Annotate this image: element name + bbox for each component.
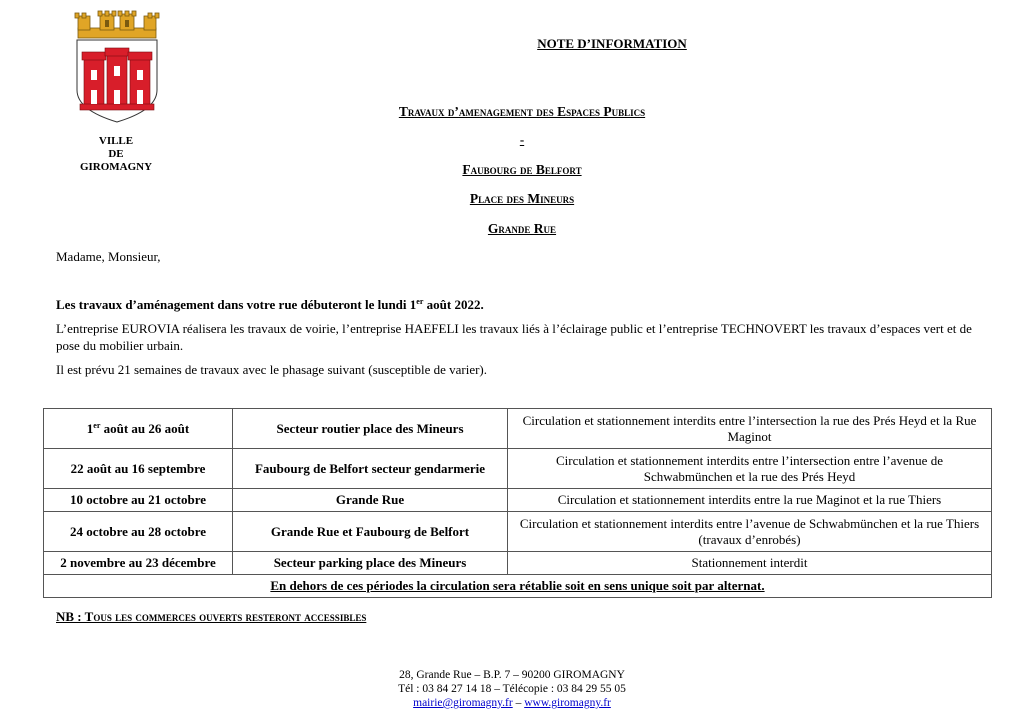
phase-restriction: Stationnement interdit — [508, 552, 992, 575]
phase-dates: 2 novembre au 23 décembre — [44, 552, 233, 575]
phase-dates: 10 octobre au 21 octobre — [44, 489, 233, 512]
footer-separator: – — [512, 697, 525, 709]
duration-paragraph: Il est prévu 21 semaines de travaux avec le phasage suivant (susceptible de varier). — [56, 362, 487, 377]
contractors-paragraph: L’entreprise EUROVIA réalisera les travaux de voirie, l’entreprise HAEFELI les travaux liés à l’éclairage public et l’entreprise TECHNOVERT les travaux d’espaces vert et de pose du mobilier urbain. — [56, 321, 972, 353]
lead-text: Les travaux d’aménagement dans votre rue débuteront le lundi 1 — [56, 297, 417, 312]
town-line: GIROMAGNY — [79, 161, 153, 173]
phase-restriction: Circulation et stationnement interdits entre l’avenue de Schwabmünchen et la rue Thiers (travaux d’enrobés) — [508, 512, 992, 552]
table-row — [44, 575, 992, 598]
phase-dates: 22 août au 16 septembre — [44, 449, 233, 489]
footer — [0, 668, 1024, 710]
table-row — [44, 449, 992, 489]
phase-sector: Grande Rue — [233, 489, 508, 512]
footer-links — [0, 696, 1024, 710]
phase-restriction: Circulation et stationnement interdits entre la rue Maginot et la rue Thiers — [508, 489, 992, 512]
note-title: NOTE D’INFORMATION — [537, 36, 687, 51]
footer-phone: Tél : 03 84 27 14 18 – Télécopie : 03 84 29 55 05 — [398, 683, 626, 695]
email-link[interactable]: mairie@giromagny.fr — [413, 697, 513, 709]
phasing-table — [43, 408, 992, 598]
title-dash: - — [519, 132, 525, 147]
phase-restriction: Circulation et stationnement interdits entre l’intersection entre l’avenue de Schwabmünchen et la rue des Prés Heyd — [508, 449, 992, 489]
phase-dates: 24 octobre au 28 octobre — [44, 512, 233, 552]
subtitle-faubourg: Faubourg de Belfort — [462, 162, 582, 177]
table-row — [44, 552, 992, 575]
greeting: Madame, Monsieur, — [56, 249, 161, 264]
subtitle-grande-rue: Grande Rue — [487, 221, 557, 236]
phase-restriction: Circulation et stationnement interdits entre l’intersection la rue des Prés Heyd et la Rue Maginot — [508, 409, 992, 449]
subtitle-place: Place des Mineurs — [469, 191, 575, 206]
phase-sector: Grande Rue et Faubourg de Belfort — [233, 512, 508, 552]
phase-sector: Secteur parking place des Mineurs — [233, 552, 508, 575]
footer-address: 28, Grande Rue – B.P. 7 – 90200 GIROMAGNY — [399, 669, 625, 681]
website-link[interactable]: www.giromagny.fr — [524, 697, 611, 709]
phase-dates: 1er août au 26 août — [44, 409, 233, 449]
phase-sector: Faubourg de Belfort secteur gendarmerie — [233, 449, 508, 489]
table-row — [44, 512, 992, 552]
town-line: DE — [108, 148, 124, 160]
table-row — [44, 409, 992, 449]
nb-note: NB : Tous les commerces ouverts resteront accessibles — [56, 609, 367, 624]
table-footnote: En dehors de ces périodes la circulation sera rétablie soit en sens unique soit par alternat. — [44, 575, 992, 598]
document-title: Travaux d’amenagement des Espaces Publics — [398, 104, 646, 119]
start-date-sentence — [56, 296, 986, 313]
town-line: VILLE — [98, 135, 134, 147]
lead-sup: er — [416, 297, 424, 306]
lead-suffix: août 2022. — [423, 297, 484, 312]
table-row — [44, 489, 992, 512]
phase-sector: Secteur routier place des Mineurs — [233, 409, 508, 449]
